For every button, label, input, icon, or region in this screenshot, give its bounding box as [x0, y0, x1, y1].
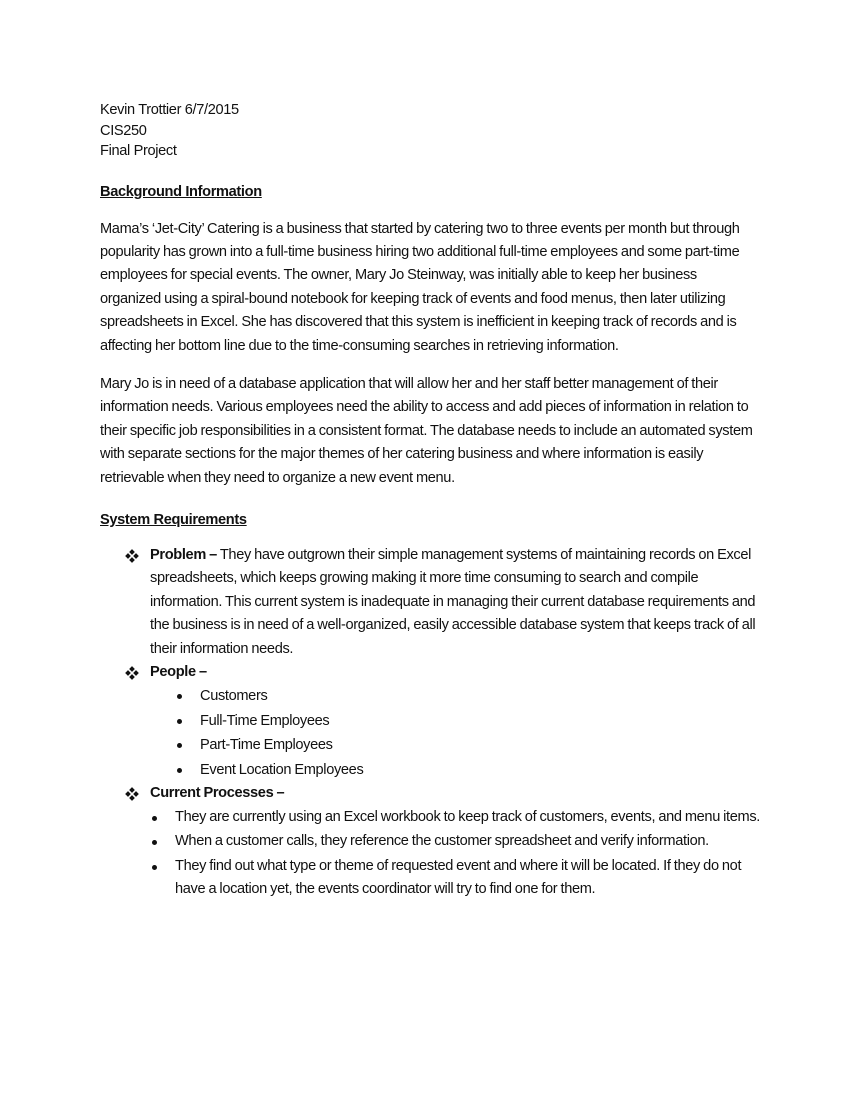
background-heading: Background Information — [100, 183, 262, 200]
list-item: Part-Time Employees — [100, 733, 760, 758]
requirement-people — [100, 661, 760, 782]
processes-label: Current Processes – — [150, 785, 285, 802]
people-label: People – — [150, 664, 207, 680]
bullet-icon — [177, 694, 182, 699]
bullet-icon — [152, 816, 157, 821]
bullet-icon — [177, 719, 182, 724]
requirements-heading: System Requirements — [100, 511, 247, 528]
processes-list — [150, 806, 760, 902]
list-item: Event Location Employees — [100, 758, 760, 783]
list-item: Full-Time Employees — [100, 709, 760, 734]
bullet-icon — [152, 840, 157, 845]
list-item: They are currently using an Excel workbook to keep track of customers, events, and menu items. — [100, 806, 760, 829]
course-code: CIS250 — [100, 122, 147, 139]
document-page — [100, 100, 760, 902]
diamond-bullet-icon — [126, 788, 138, 800]
bullet-icon — [177, 743, 182, 748]
author-date: Kevin Trottier 6/7/2015 — [100, 102, 239, 118]
list-item: They find out what type or theme of requested event and where it will be located. If they do not have a location yet, the events coordinator will try to find one for them. — [100, 855, 760, 902]
bullet-icon — [152, 865, 157, 870]
requirement-problem — [100, 544, 760, 661]
assignment-title: Final Project — [100, 143, 177, 159]
background-paragraph-1: Mama’s ‘Jet-City’ Catering is a business that started by catering two to three events per month but through popularity has grown into a full-time business hiring two additional full-time employees and some part-time employees for special events. The owner, Mary Jo Steinway, was initially able to keep her business organized using a spiral-bound notebook for keeping track of events and food menus, then later utilizing spreadsheets in Excel. She has discovered that this system is inefficient in keeping track of records and is affecting her bottom line due to the time-consuming searches in retrieving information. — [100, 220, 740, 354]
people-list — [150, 684, 760, 782]
requirement-processes — [100, 782, 760, 901]
list-item: Customers — [100, 684, 760, 709]
list-item: When a customer calls, they reference the customer spreadsheet and verify information. — [100, 830, 760, 853]
background-paragraph-2: Mary Jo is in need of a database application that will allow her and her staff better management of their information needs. Various employees need the ability to access and add pieces of information in relation to their specific job responsibilities in a consistent format. The database needs to include an automated system with separate sections for the major themes of her catering business and where information is easily retrievable when they need to organize a new event menu. — [100, 375, 753, 486]
problem-label: Problem – — [150, 546, 217, 563]
problem-text: They have outgrown their simple management systems of maintaining records on Excel spreadsheets, which keeps growing making it more time consuming to search and compile information. This current system is inadequate in managing their current database requirements and the business is in need of a well-organized, easily accessible database system that keeps track of all their information needs. — [150, 546, 756, 657]
diamond-bullet-icon — [126, 550, 138, 562]
bullet-icon — [177, 768, 182, 773]
diamond-bullet-icon — [126, 667, 138, 679]
requirements-list — [100, 544, 760, 901]
